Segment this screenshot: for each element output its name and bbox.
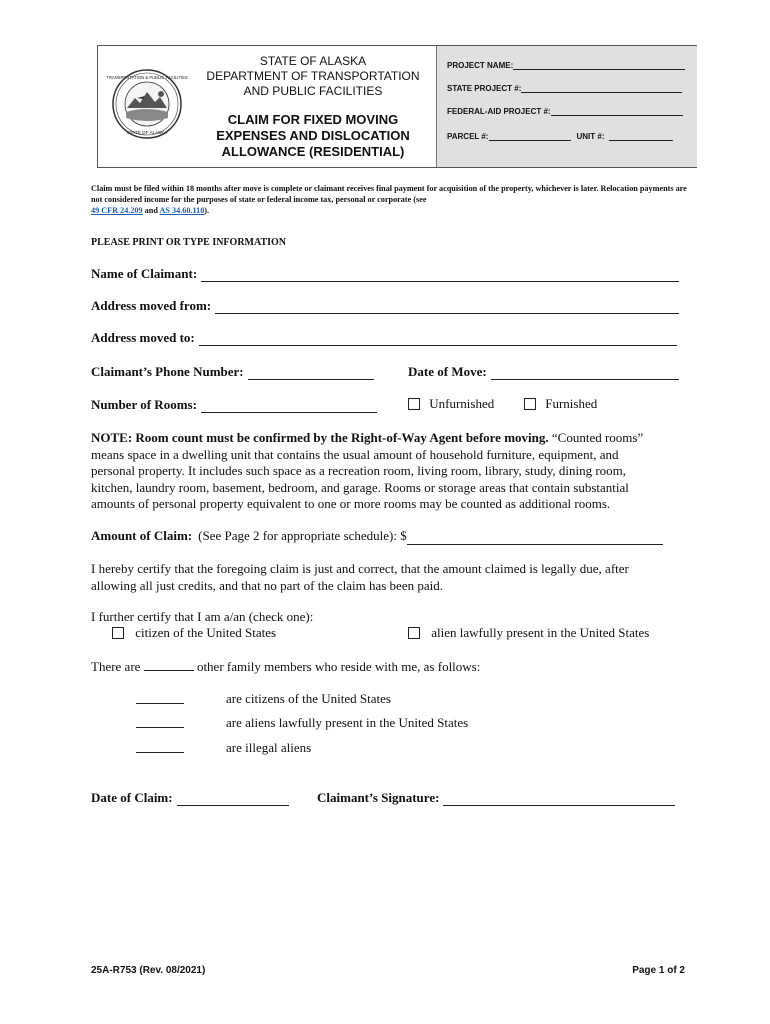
department-line-1: DEPARTMENT OF TRANSPORTATION [206, 69, 420, 83]
state-name: STATE OF ALASKA [259, 54, 367, 68]
department-line-2: AND PUBLIC FACILITIES [243, 84, 383, 98]
alien-option[interactable] [408, 625, 649, 642]
signature-field[interactable] [443, 792, 675, 806]
amount-text: (See Page 2 for appropriate schedule): $ [198, 528, 407, 543]
alaska-dot-seal-icon [106, 68, 188, 140]
alien-label: alien lawfully present in the United States [431, 625, 650, 640]
page-number: Page 1 of 2 [632, 965, 685, 976]
parcel-unit-row [447, 131, 673, 141]
amount-label: Amount of Claim: [91, 528, 193, 543]
project-name-label: PROJECT NAME: [447, 61, 514, 70]
family-item [136, 740, 312, 758]
project-info-panel [436, 46, 697, 167]
date-claim-row [91, 790, 289, 806]
address-from-row [91, 298, 679, 314]
project-name-row [447, 60, 685, 70]
claimant-name-label: Name of Claimant: [91, 266, 198, 281]
note-line-1 [91, 430, 691, 447]
state-project-field[interactable] [521, 83, 682, 93]
filing-notice-and: and [144, 206, 158, 215]
federal-aid-label: FEDERAL-AID PROJECT #: [447, 107, 551, 116]
filing-notice-text: Claim must be filed within 18 months after move is complete or claimant receives final payment for acquisition of the property, whichever is later. Relocation payments are not considered income for the purposes of state or federal income tax, personal or corporate (see [91, 184, 687, 204]
amount-row [91, 528, 663, 545]
cfr-link[interactable]: 49 CFR 24.209 [91, 206, 143, 215]
family-item-label: are citizens of the United States [226, 691, 391, 706]
furnished-option[interactable] [524, 396, 597, 413]
print-instruction: PLEASE PRINT OR TYPE INFORMATION [91, 237, 287, 248]
alien-checkbox[interactable] [408, 627, 420, 639]
filing-notice [91, 183, 691, 216]
address-to-row [91, 330, 677, 346]
citizen-label: citizen of the United States [135, 625, 277, 640]
note-line-3: personal property. It includes such space as a recreation room, living room, library, study, dining room, [91, 463, 627, 478]
signature-label: Claimant’s Signature: [317, 790, 440, 805]
family-item-label: are aliens lawfully present in the United States [226, 715, 469, 730]
note-line-5: amounts of personal property equivalent to one or more rooms may be counted as additional rooms. [91, 496, 611, 511]
room-count-note [91, 430, 691, 513]
date-move-label: Date of Move: [408, 364, 487, 379]
date-claim-label: Date of Claim: [91, 790, 173, 805]
address-from-label: Address moved from: [91, 298, 212, 313]
certify-line-1: I hereby certify that the foregoing claim is just and correct, that the amount claimed is legally due, after [91, 561, 629, 576]
parcel-field[interactable] [489, 131, 571, 141]
rooms-row [91, 397, 377, 413]
family-item [136, 691, 391, 709]
claimant-name-row [91, 266, 679, 282]
address-from-field[interactable] [215, 300, 679, 314]
note-line1-text: “Counted rooms” [551, 430, 644, 445]
family-statement [91, 658, 480, 676]
date-move-field[interactable] [491, 366, 679, 380]
as-statute-link[interactable]: AS 34.60.110 [159, 206, 205, 215]
furnished-checkbox[interactable] [524, 398, 536, 410]
unfurnished-checkbox[interactable] [408, 398, 420, 410]
form-title-line-2: EXPENSES AND DISLOCATION [216, 128, 410, 143]
form-header [97, 45, 697, 168]
phone-row [91, 364, 374, 380]
phone-field[interactable] [248, 366, 374, 380]
family-post: other family members who reside with me, as follows: [196, 659, 481, 674]
family-item-label: are illegal aliens [226, 740, 312, 755]
rooms-field[interactable] [201, 399, 377, 413]
svg-text:TRANSPORTATION & PUBLIC FACILI: TRANSPORTATION & PUBLIC FACILITIES [106, 75, 188, 80]
claimant-name-field[interactable] [201, 268, 679, 282]
federal-aid-field[interactable] [551, 106, 683, 116]
citizen-option[interactable] [112, 625, 276, 642]
unfurnished-option[interactable] [408, 396, 494, 413]
note-line-2: means space in a dwelling unit that contains the usual amount of household furniture, equipment, and [91, 446, 619, 462]
form-title [198, 112, 428, 160]
date-claim-field[interactable] [177, 792, 289, 806]
filing-notice-end: ). [204, 206, 210, 215]
note-bold: NOTE: Room count must be confirmed by the Right-of-Way Agent before moving. [91, 430, 549, 445]
family-item [136, 715, 469, 733]
unit-label: UNIT #: [576, 132, 605, 141]
citizen-checkbox[interactable] [112, 627, 124, 639]
state-project-row [447, 83, 682, 93]
family-count-field[interactable] [144, 658, 194, 671]
project-name-field[interactable] [513, 60, 685, 70]
federal-aid-row [447, 106, 683, 116]
form-title-line-3: ALLOWANCE (RESIDENTIAL) [221, 144, 405, 159]
address-to-label: Address moved to: [91, 330, 195, 345]
amount-field[interactable] [407, 531, 663, 545]
svg-text:STATE OF ALASKA: STATE OF ALASKA [126, 130, 168, 135]
citizens-count-field[interactable] [136, 691, 184, 704]
illegal-count-field[interactable] [136, 740, 184, 753]
note-line-4: kitchen, laundry room, basement, bedroom, and garage. Rooms or storage areas that contain substantial [91, 479, 629, 495]
state-project-label: STATE PROJECT #: [447, 84, 522, 93]
family-pre: There are [91, 659, 141, 674]
unfurnished-label: Unfurnished [429, 396, 495, 411]
signature-row [317, 790, 675, 806]
date-move-row [408, 364, 679, 380]
certify-line-2: allowing all just credits, and that no part of the claim has been paid. [91, 577, 443, 593]
phone-label: Claimant’s Phone Number: [91, 364, 244, 379]
parcel-label: PARCEL #: [447, 132, 489, 141]
form-title-line-1: CLAIM FOR FIXED MOVING [227, 112, 399, 127]
form-number: 25A-R753 (Rev. 08/2021) [91, 965, 206, 976]
status-certify-label: I further certify that I am a/an (check one): [91, 609, 314, 624]
rooms-label: Number of Rooms: [91, 397, 197, 412]
aliens-count-field[interactable] [136, 715, 184, 728]
furnished-label: Furnished [545, 396, 598, 411]
unit-field[interactable] [609, 131, 673, 141]
address-to-field[interactable] [199, 332, 677, 346]
certification-statement [91, 561, 691, 594]
